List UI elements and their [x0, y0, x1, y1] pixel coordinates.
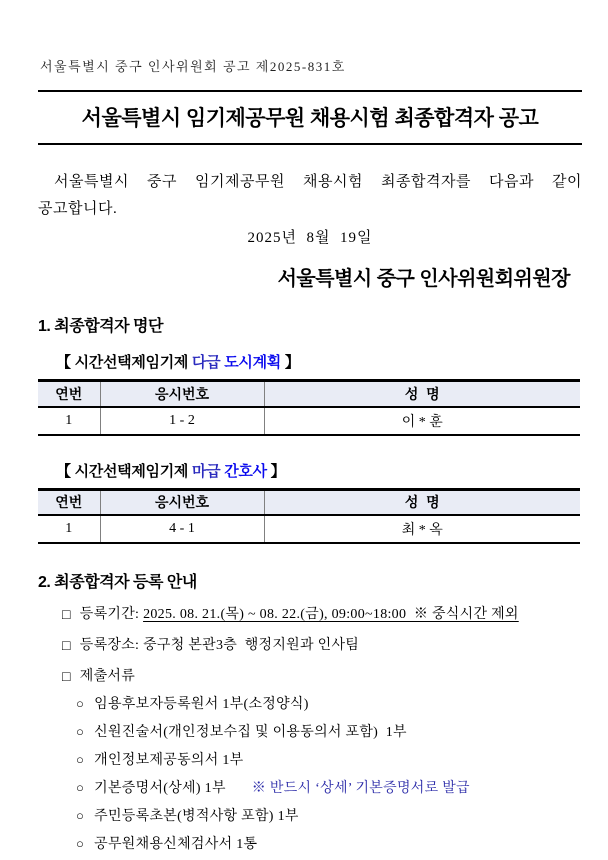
group2-bracket-open: 【	[56, 462, 75, 480]
circle-bullet-icon: ○	[76, 723, 85, 739]
intro-paragraph	[38, 169, 582, 223]
header-cell-no: 연번	[38, 489, 100, 515]
square-bullet-icon: □	[62, 638, 71, 654]
group1-grade: 다급	[191, 354, 221, 371]
square-bullet-icon: □	[62, 607, 71, 623]
registration-info-list	[38, 603, 582, 685]
registration-period-item	[62, 603, 582, 623]
registration-place-item	[62, 634, 582, 654]
document-item-text: 임용후보자등록원서 1부(소정양식)	[94, 697, 309, 712]
circle-bullet-icon: ○	[76, 751, 85, 767]
group1-job: 도시계획	[220, 354, 281, 371]
group1-label	[56, 351, 582, 372]
document-item-note: ※ 반드시 ‘상세’ 기본증명서로 발급	[251, 781, 470, 796]
title-box	[38, 90, 582, 145]
intro-line-2: 공고합니다.	[38, 201, 118, 217]
cell-name: 최 * 옥	[264, 515, 580, 543]
circle-bullet-icon: ○	[76, 695, 85, 711]
document-title: 서울특별시 임기제공무원 채용시험 최종합격자 공고	[81, 107, 539, 130]
submission-documents-item	[62, 665, 582, 685]
document-item-text: 개인정보제공동의서 1부	[94, 753, 244, 768]
document-item-1	[76, 693, 582, 713]
document-item-3	[76, 749, 582, 769]
document-item-text: 공무원채용신체검사서 1통	[94, 837, 258, 852]
document-item-text: 신원진술서(개인정보수집 및 이용동의서 포함) 1부	[94, 725, 407, 740]
registration-period-value: 2025. 08. 21.(목) ~ 08. 22.(금), 09:00~18:00 ※ 중식시간 제외	[143, 607, 519, 622]
group2-grade: 마급	[191, 462, 221, 480]
announcement-date: 2025년 8월 19일	[247, 230, 373, 246]
registration-period-label: 등록기간:	[79, 607, 144, 622]
circle-bullet-icon: ○	[76, 779, 85, 795]
cell-no: 1	[65, 412, 73, 428]
document-item-2	[76, 721, 582, 741]
square-bullet-icon: □	[62, 669, 71, 685]
document-item-text: 주민등록초본(병적사항 포함) 1부	[94, 809, 299, 824]
cell-no: 1	[65, 521, 73, 536]
submission-documents-label: 제출서류	[79, 669, 136, 684]
group1-bracket-close: 】	[281, 354, 300, 371]
notice-number: 서울특별시 중구 인사위원회 공고 제2025-831호	[40, 59, 346, 74]
results-table-2	[38, 488, 580, 545]
group1-category: 시간선택제임기제	[74, 354, 192, 371]
circle-bullet-icon: ○	[76, 807, 85, 823]
cell-name: 이 * 훈	[264, 407, 580, 435]
document-item-5	[76, 805, 582, 825]
circle-bullet-icon: ○	[76, 835, 85, 851]
group2-category: 시간선택제임기제	[74, 462, 192, 480]
group1-bracket-open: 【	[56, 354, 75, 371]
table-header-row	[38, 489, 580, 515]
document-list	[38, 693, 582, 853]
results-table-1	[38, 379, 580, 436]
table-header-row	[38, 381, 580, 407]
section2-heading: 2. 최종합격자 등록 안내	[38, 574, 197, 591]
header-cell-name: 성 명	[264, 381, 580, 407]
signer-name: 서울특별시 중구 인사위원회위원장	[277, 268, 570, 290]
document-item-4	[76, 777, 582, 797]
header-cell-name: 성 명	[264, 489, 580, 515]
document-item-6	[76, 833, 582, 853]
group2-bracket-close: 】	[266, 462, 286, 480]
intro-line-1: 서울특별시 중구 임기제공무원 채용시험 최종합격자를 다음과 같이	[54, 174, 582, 190]
section1-heading: 1. 최종합격자 명단	[38, 318, 163, 335]
cell-exam-no: 1 - 2	[100, 407, 264, 435]
header-cell-exam-no: 응시번호	[100, 381, 264, 407]
group2-job: 간호사	[220, 462, 267, 480]
table-row	[38, 407, 580, 435]
registration-place-value: 중구청 본관3층 행정지원과 인사팀	[143, 638, 360, 653]
cell-exam-no: 4 - 1	[100, 515, 264, 543]
table-row	[38, 515, 580, 543]
registration-place-label: 등록장소:	[79, 638, 144, 653]
document-item-text: 기본증명서(상세) 1부	[94, 781, 226, 796]
header-cell-exam-no: 응시번호	[100, 489, 264, 515]
group2-label	[56, 460, 582, 481]
header-cell-no: 연번	[38, 381, 100, 407]
